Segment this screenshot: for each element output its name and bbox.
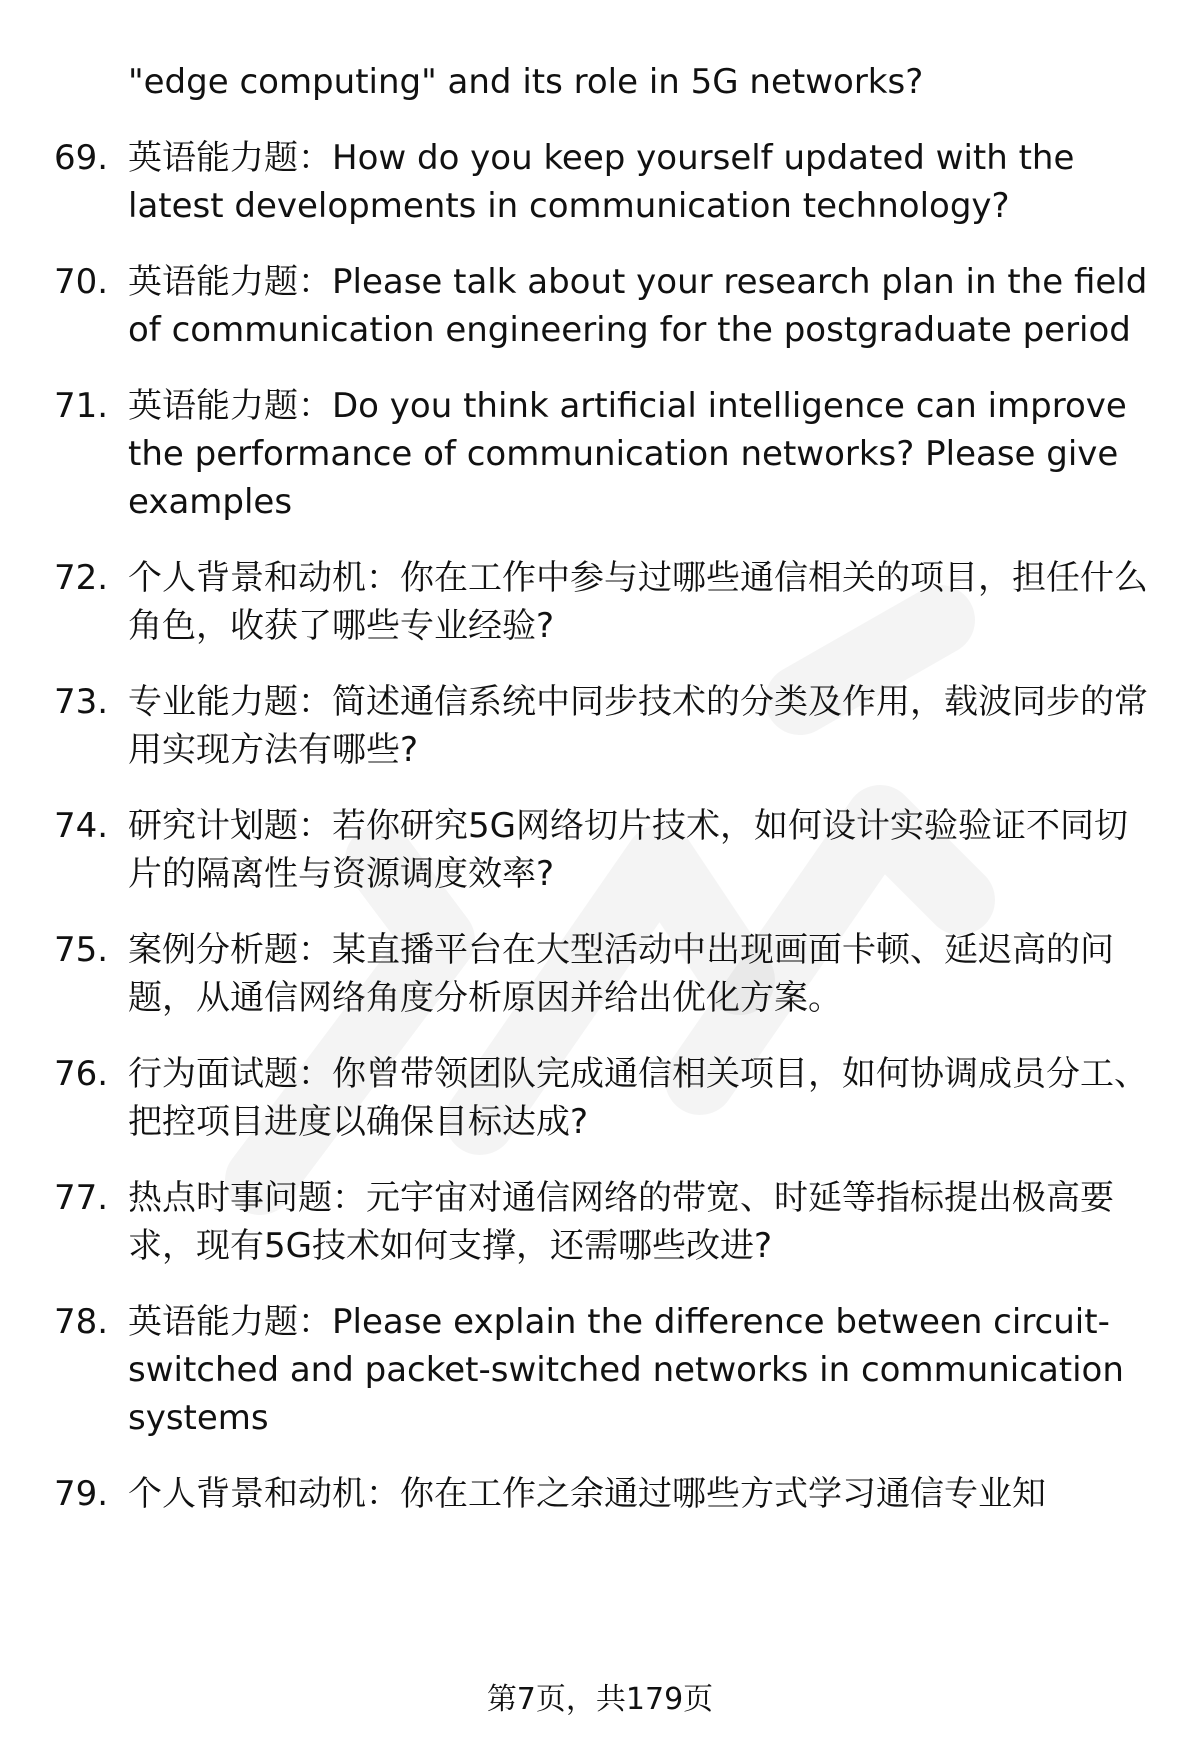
question-number: 69. — [54, 138, 109, 178]
question-number: 79. — [54, 1474, 109, 1514]
question-number: 73. — [54, 682, 109, 722]
page-footer: 第7页，共179页 — [486, 1682, 714, 1717]
list-item — [0, 382, 1200, 526]
question-number: 76. — [54, 1054, 109, 1094]
list-item — [0, 1470, 1200, 1518]
continuation-text: "edge computing" and its role in 5G networks? — [128, 62, 924, 102]
question-number: 71. — [54, 386, 109, 426]
question-text: 英语能力题：How do you keep yourself updated with the latest developments in communication technology? — [128, 138, 1075, 226]
question-number: 78. — [54, 1302, 109, 1342]
question-text: 个人背景和动机：你在工作之余通过哪些方式学习通信专业知 — [128, 1474, 1046, 1514]
list-item — [0, 802, 1200, 898]
question-text: 行为面试题：你曾带领团队完成通信相关项目，如何协调成员分工、把控项目进度以确保目标达成? — [128, 1054, 1148, 1142]
question-number: 70. — [54, 262, 109, 302]
question-number: 77. — [54, 1178, 109, 1218]
list-item — [0, 678, 1200, 774]
question-text: 热点时事问题：元宇宙对通信网络的带宽、时延等指标提出极高要求，现有5G技术如何支撑，还需哪些改进? — [128, 1178, 1114, 1266]
list-item — [0, 134, 1200, 230]
list-item — [0, 554, 1200, 650]
question-text: 个人背景和动机：你在工作中参与过哪些通信相关的项目，担任什么角色，收获了哪些专业经验? — [128, 558, 1148, 646]
question-text: 研究计划题：若你研究5G网络切片技术，如何设计实验验证不同切片的隔离性与资源调度效率? — [128, 806, 1128, 894]
list-item — [0, 258, 1200, 354]
list-item — [0, 1298, 1200, 1442]
question-text: 英语能力题：Please talk about your research plan in the field of communication engineering for the postgraduate period — [128, 262, 1148, 350]
question-text: 案例分析题：某直播平台在大型活动中出现画面卡顿、延迟高的问题，从通信网络角度分析原因并给出优化方案。 — [128, 930, 1114, 1018]
question-number: 74. — [54, 806, 109, 846]
list-item — [0, 1050, 1200, 1146]
question-number: 72. — [54, 558, 109, 598]
question-number: 75. — [54, 930, 109, 970]
question-text: 专业能力题：简述通信系统中同步技术的分类及作用，载波同步的常用实现方法有哪些? — [128, 682, 1148, 770]
list-item — [0, 926, 1200, 1022]
question-text: 英语能力题：Please explain the difference between circuit-switched and packet-switched networks in communication systems — [128, 1302, 1124, 1438]
question-text: 英语能力题：Do you think artificial intelligence can improve the performance of communication networks? Please give examples — [128, 386, 1127, 522]
list-item — [0, 1174, 1200, 1270]
question-list — [0, 58, 1200, 1546]
